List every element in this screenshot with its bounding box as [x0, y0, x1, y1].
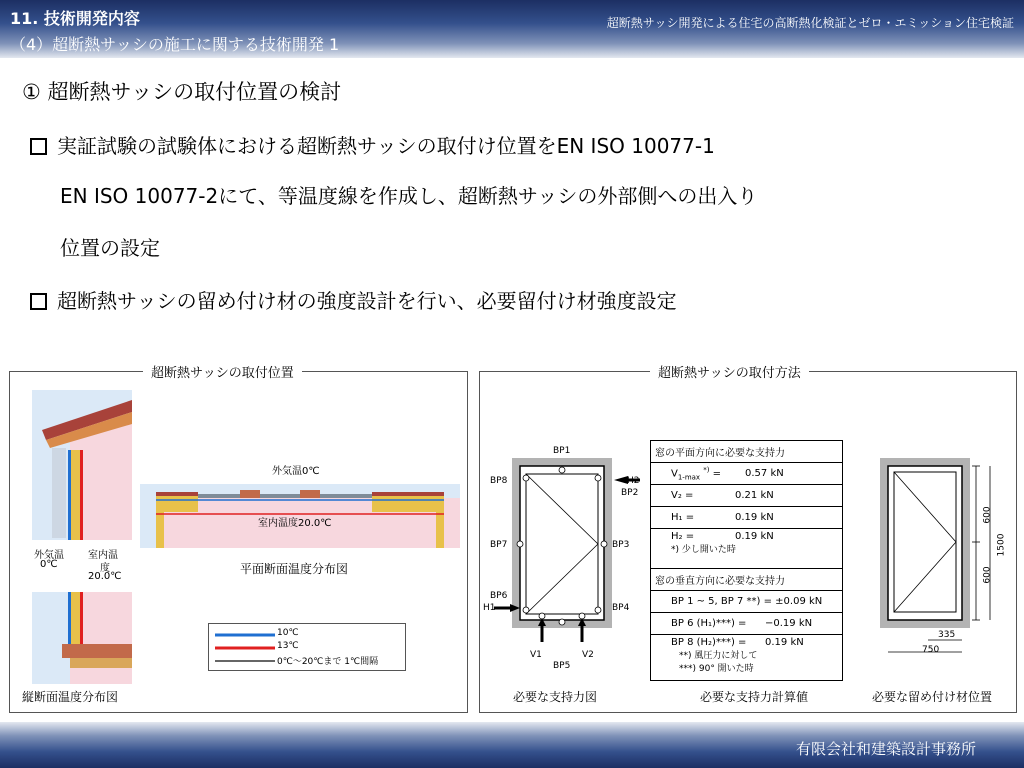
dim-1500: 1500 [996, 533, 1007, 557]
legend-swatches [215, 630, 275, 668]
label-bp2: BP2 [621, 488, 639, 498]
caption-support-force-values: 必要な支持力計算値 [700, 690, 809, 704]
dim-750: 750 [922, 645, 940, 655]
bullet-1-line1 [30, 130, 715, 159]
checkbox-icon [30, 138, 47, 155]
side-indoor-label-3: 20.0℃ [88, 571, 122, 582]
fastener-position-diagram [872, 452, 1002, 662]
row-h1 [651, 507, 843, 529]
checkbox-icon [30, 293, 47, 310]
plane-head: 窓の平面方向に必要な支持力 [651, 441, 843, 463]
bp15-label: BP 1 ~ 5, BP 7 **) = [671, 596, 772, 607]
dim-335: 335 [938, 630, 956, 640]
label-v2: V2 [582, 650, 594, 660]
label-bp7: BP7 [490, 540, 508, 550]
label-h1: H1 [483, 603, 496, 613]
plan-outdoor-temp: 外気温0℃ [272, 466, 320, 477]
section-heading: ① 超断熱サッシの取付位置の検討 [22, 80, 342, 104]
bp6-value: −0.19 kN [765, 618, 813, 629]
bullet-1-text: 実証試験の試験体における超断熱サッシの取付け位置をEN ISO 10077-1 [57, 134, 715, 158]
header-band [0, 0, 1024, 58]
side-indoor-label-1: 室内温 [88, 550, 118, 561]
header-title: 11. 技術開発内容 [10, 9, 140, 28]
label-bp6: BP6 [490, 591, 508, 601]
h1-label: H₁ = [671, 512, 695, 523]
vertical-section-caption: 縦断面温度分布図 [22, 690, 119, 704]
v1-sub: 1-max [677, 473, 701, 482]
label-bp1: BP1 [553, 446, 571, 456]
v1-value: 0.57 kN [745, 468, 784, 480]
bullet-2-text: 超断熱サッシの留め付け材の強度設計を行い、必要留付け材強度設定 [57, 289, 677, 313]
caption-fastener-position: 必要な留め付け材位置 [872, 690, 993, 704]
row-bp8 [651, 635, 843, 681]
vert-head: 窓の垂直方向に必要な支持力 [651, 569, 843, 591]
force-table [650, 440, 843, 681]
footer-band [0, 722, 1024, 768]
temperature-legend [208, 623, 406, 671]
label-bp5: BP5 [553, 661, 571, 671]
row-bp15 [651, 591, 843, 613]
dim-600-upper: 600 [982, 506, 993, 524]
h1-value: 0.19 kN [735, 512, 774, 523]
note-open: ***) 90° 開いた時 [679, 664, 754, 674]
dim-600-lower: 600 [982, 566, 993, 584]
vertical-section-top-figure [32, 390, 132, 540]
h2-value: 0.19 kN [735, 531, 774, 542]
left-panel-title: 超断熱サッシの取付位置 [143, 362, 302, 381]
bp8-value: 0.19 kN [765, 637, 804, 648]
legend-label-10: 10℃ [277, 628, 299, 638]
v1-letter: V [671, 468, 678, 480]
side-outdoor-label-1: 外気温 [34, 550, 64, 561]
right-panel-title: 超断熱サッシの取付方法 [650, 362, 809, 381]
v1-sup: *) [703, 465, 710, 474]
row-v2 [651, 485, 843, 507]
legend-label-13: 13℃ [277, 641, 299, 651]
bp6-label: BP 6 (H₁)***) = [671, 618, 747, 629]
row-h2 [651, 529, 843, 569]
header-project-title: 超断熱サッシ開発による住宅の高断熱化検証とゼロ・エミッション住宅検証 [606, 16, 1014, 30]
label-bp4: BP4 [612, 603, 630, 613]
bullet-1-line3: 位置の設定 [60, 236, 160, 260]
row-v1 [651, 463, 843, 485]
bullet-1-line2: EN ISO 10077-2にて、等温度線を作成し、超断熱サッシの外部側への出入り [60, 184, 758, 208]
label-bp3: BP3 [612, 540, 630, 550]
h2-label: H₂ = [671, 531, 695, 542]
caption-support-force-diagram: 必要な支持力図 [513, 690, 598, 704]
v2-value: 0.21 kN [735, 490, 774, 501]
vertical-section-bottom-figure [32, 592, 132, 684]
v1-label: $V_{1-max}$ *) = [671, 465, 722, 482]
label-v1: V1 [530, 650, 542, 660]
label-bp8: BP8 [490, 476, 508, 486]
header-subtitle: （4）超断熱サッシの施工に関する技術開発 1 [10, 35, 340, 54]
v2-label: V₂ = [671, 490, 694, 501]
h2-note: *) 少し開いた時 [671, 545, 736, 555]
footer-company: 有限会社和建築設計事務所 [795, 740, 976, 758]
bullet-2 [30, 285, 677, 314]
row-bp6 [651, 613, 843, 635]
bp8-label: BP 8 (H₂)***) = [671, 637, 747, 648]
plan-section-caption: 平面断面温度分布図 [240, 562, 349, 576]
label-h2: H2 [627, 476, 640, 486]
plan-indoor-temp: 室内温度20.0℃ [258, 518, 332, 529]
legend-label-interval: 0℃〜20℃まで 1℃間隔 [277, 657, 379, 667]
side-indoor-label-2: 度 [100, 563, 110, 574]
support-force-diagram [490, 440, 640, 665]
bp15-value: ±0.09 kN [775, 596, 823, 607]
side-outdoor-label-2: 0℃ [40, 559, 58, 570]
note-wind: **) 風圧力に対して [679, 651, 758, 661]
